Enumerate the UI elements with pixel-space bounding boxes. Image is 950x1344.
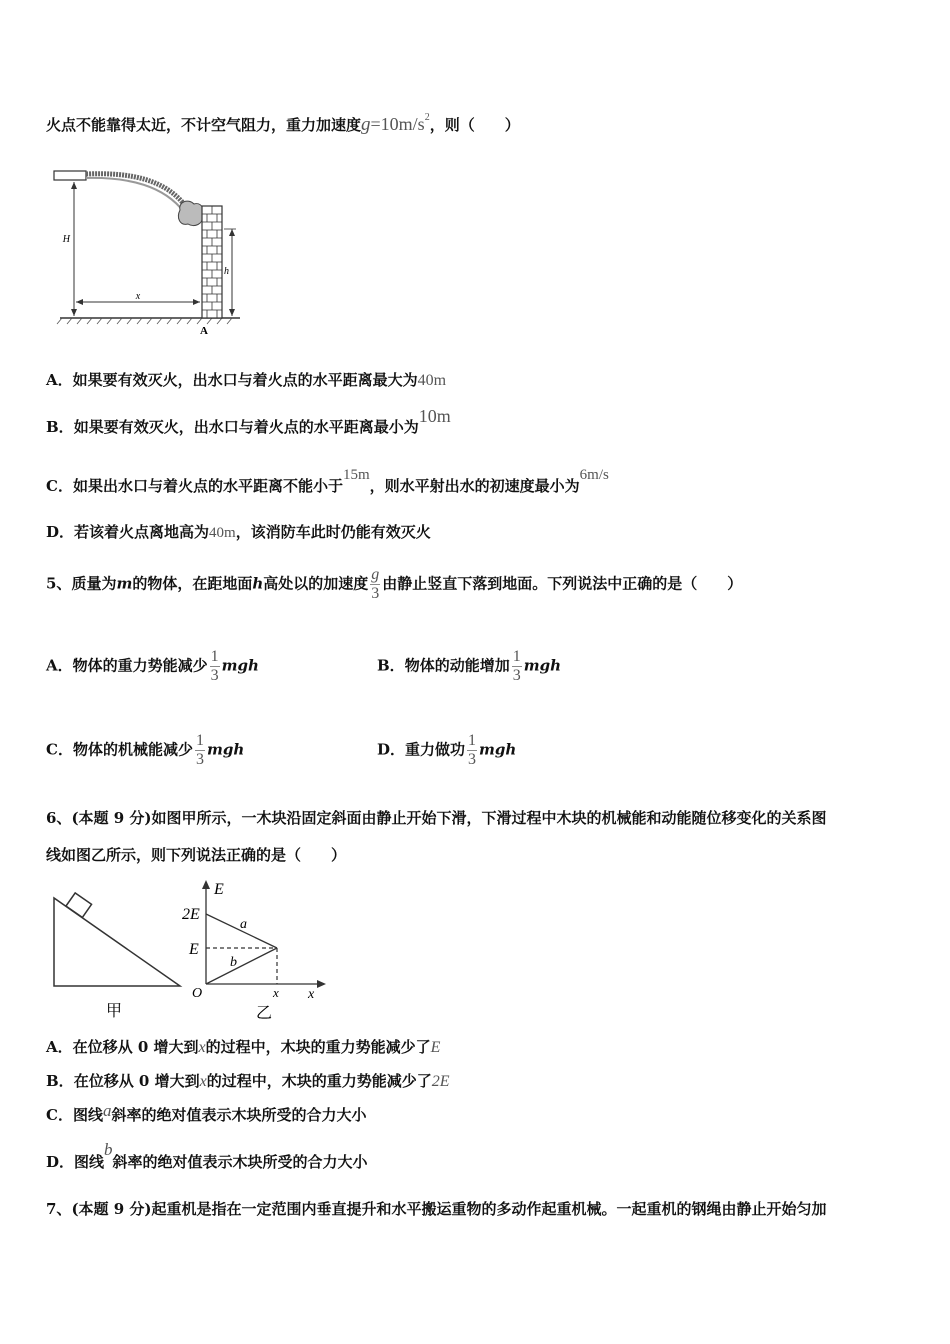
intro-line (46, 114, 520, 136)
tick-E: E (189, 941, 199, 958)
origin-O: O (192, 986, 203, 1001)
q4-option-b (46, 406, 451, 437)
question-number: 7、 (46, 1200, 72, 1218)
tick-x: x (273, 985, 279, 1000)
option-text: 如果要有效灭火，出水口与着火点的水平距离最大为 (72, 371, 418, 389)
option-after: 的过程中，木块的重力势能减少了 (205, 1038, 431, 1056)
option-text: 物体的重力势能减少 (72, 656, 208, 675)
figure-fire-hose (52, 168, 242, 338)
option-value: 40m (417, 372, 447, 389)
label-h: h (224, 266, 229, 277)
q6-text: (本题 9 分)如图甲所示，一木块沿固定斜面由静止开始下滑，下滑过程中木块的机械能和动能随位移变化的关系图 (71, 809, 827, 827)
q5-text: 的物体，在距地面 (132, 574, 253, 593)
option-text: 图线 (72, 1106, 103, 1124)
option-after: 的过程中，木块的重力势能减少了 (206, 1072, 432, 1090)
q5-option-d (377, 732, 516, 769)
var-h: h (252, 574, 264, 593)
q7-stem (46, 1198, 827, 1219)
frac-den: 3 (195, 751, 204, 768)
q5-text: 高处以的加速度 (263, 574, 369, 593)
option-tail: mgh (221, 656, 259, 675)
fraction (195, 732, 205, 769)
frac-num: g (371, 566, 380, 583)
q6-option-d (46, 1140, 368, 1172)
option-text: 如果出水口与着火点的水平距离不能小于 (72, 477, 343, 495)
axis-E: E (214, 881, 224, 898)
option-tail: mgh (523, 656, 561, 675)
option-letter: C． (46, 740, 73, 759)
frac-den: 3 (210, 667, 219, 684)
q4-option-a (46, 369, 446, 390)
intro-text-before: 火点不能靠得太近，不计空气阻力，重力加速度 (46, 116, 362, 134)
option-letter: A． (46, 371, 73, 389)
option-value: 2E (431, 1073, 450, 1090)
frac-num: 1 (512, 648, 521, 665)
option-letter: C． (46, 1106, 73, 1124)
q5-option-c (46, 732, 244, 769)
fraction (512, 648, 522, 685)
option-var: x (198, 1039, 206, 1056)
option-text: 物体的机械能减少 (72, 740, 193, 759)
label-A: A (200, 325, 208, 337)
q6-option-b (46, 1070, 449, 1091)
fig-jia-label: 甲 (105, 1001, 123, 1020)
option-letter: A． (46, 1038, 73, 1056)
fraction (210, 648, 220, 685)
option-var: a (102, 1101, 112, 1120)
q6-option-a (46, 1036, 440, 1057)
option-letter: D． (377, 740, 406, 759)
curve-label-b: b (230, 955, 237, 970)
option-letter: A． (46, 656, 73, 675)
q5-stem (46, 566, 742, 603)
option-letter: C． (46, 477, 73, 495)
option-text: 物体的动能增加 (404, 656, 510, 675)
option-text: 图线 (74, 1153, 105, 1171)
option-value: 10m (418, 406, 451, 426)
q4-option-c (46, 467, 609, 496)
formula-sup: 2 (424, 112, 430, 123)
curve-label-a: a (240, 917, 247, 932)
formula-eq: =10m/s (370, 114, 425, 134)
option-letter: D． (46, 523, 75, 541)
option-after: ，该消防车此时仍能有效灭火 (235, 523, 431, 541)
q6-stem-line1 (46, 807, 827, 828)
q5-text: 由静止竖直下落到地面。下列说法中正确的是（ ） (382, 574, 743, 593)
frac-den: 3 (468, 751, 477, 768)
option-letter: B． (46, 418, 74, 436)
formula-g: g (361, 114, 371, 135)
option-var: b (104, 1140, 113, 1159)
option-after: ，则水平射出水的初速度最小为 (369, 477, 580, 495)
option-text: 在位移从 0 增大到 (73, 1072, 200, 1090)
q5-option-a (46, 648, 259, 685)
fraction (467, 732, 477, 769)
option-var: x (199, 1073, 207, 1090)
q5-option-b (377, 648, 561, 685)
frac-num: 1 (210, 648, 219, 665)
fig-yi-label: 乙 (255, 1003, 273, 1022)
option-value: 40m (209, 525, 236, 541)
fraction-g-3 (370, 566, 380, 603)
option-text: 重力做功 (405, 740, 466, 759)
frac-den: 3 (512, 667, 521, 684)
option-value: 15m (342, 467, 370, 483)
q6-stem-line2 (46, 844, 346, 865)
option-tail: mgh (206, 740, 245, 759)
q7-text: (本题 9 分)起重机是指在一定范围内垂直提升和水平搬运重物的多动作起重机械。一起重机的钢绳由静止开始匀加 (71, 1200, 827, 1218)
q4-option-d (46, 521, 431, 542)
option-letter: B． (377, 656, 405, 675)
option-letter: B． (46, 1072, 74, 1090)
option-letter: D． (46, 1153, 75, 1171)
axis-x: x (308, 987, 315, 1002)
figure-incline (46, 890, 186, 1020)
question-number: 5、 (46, 574, 72, 593)
figure-energy-graph (180, 876, 330, 1026)
label-H: H (62, 234, 70, 245)
frac-num: 1 (468, 732, 477, 749)
label-x: x (135, 291, 141, 302)
q6-option-c (46, 1101, 367, 1125)
option-text: 若该着火点离地高为 (74, 523, 210, 541)
option-value2: 6m/s (579, 467, 609, 483)
option-text: 在位移从 0 增大到 (72, 1038, 199, 1056)
tick-2E: 2E (182, 906, 200, 923)
q5-text: 质量为 (71, 574, 117, 593)
q6-text: 线如图乙所示，则下列说法正确的是（ ） (46, 846, 347, 864)
option-after: 斜率的绝对值表示木块所受的合力大小 (112, 1153, 368, 1171)
option-value: E (430, 1039, 441, 1056)
frac-num: 1 (195, 732, 204, 749)
option-text: 如果要有效灭火，出水口与着火点的水平距离最小为 (73, 418, 419, 436)
question-number: 6、 (46, 809, 72, 827)
option-tail: mgh (479, 740, 517, 759)
var-m: m (116, 574, 133, 593)
intro-text-after: ，则（ ） (429, 116, 520, 134)
line-b (206, 948, 277, 984)
option-after: 斜率的绝对值表示木块所受的合力大小 (111, 1106, 367, 1124)
frac-den: 3 (371, 585, 380, 602)
